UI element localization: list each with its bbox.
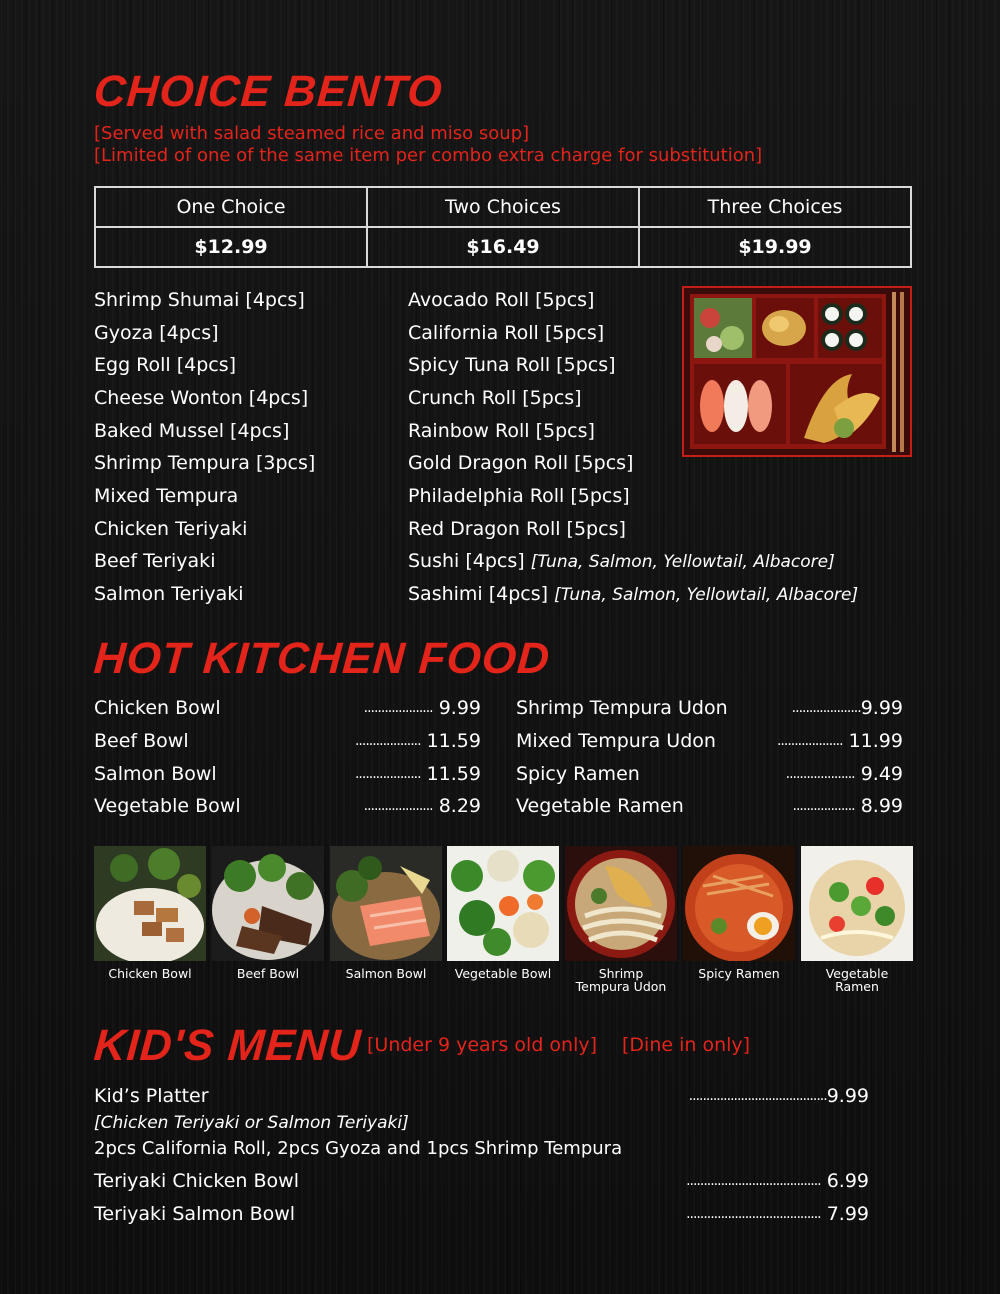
- bento-roll-item: [408, 321, 604, 345]
- photo-caption: Vegetable Bowl: [454, 966, 552, 981]
- bento-item: Shrimp Shumai [4pcs]: [94, 289, 305, 311]
- kids-note-age: [Under 9 years old only]: [367, 1034, 598, 1056]
- bento-item: Mixed Tempura: [94, 485, 239, 507]
- kids-platter-option: [Chicken Teriyaki or Salmon Teriyaki]: [94, 1113, 409, 1133]
- bento-item: Beef Teriyaki: [94, 550, 216, 572]
- bento-roll-item: [408, 353, 616, 377]
- hot-item-price: .................. 8.99: [792, 795, 903, 817]
- kids-item-name: Teriyaki Salmon Bowl: [94, 1203, 296, 1225]
- bento-item: Chicken Teriyaki: [94, 518, 248, 540]
- hot-item-name: Vegetable Bowl: [94, 795, 241, 817]
- hot-item-price: ................... 11.59: [354, 763, 481, 785]
- bento-roll-item: [408, 288, 594, 312]
- bento-roll-name: Sashimi [4pcs]: [408, 583, 549, 605]
- price-table-header-row: [95, 187, 911, 227]
- price-three-choices: $19.99: [639, 227, 911, 267]
- section-title-hot-kitchen-food: HOT KITCHEN FOOD: [92, 634, 552, 683]
- price-two-choices: $16.49: [367, 227, 639, 267]
- kids-note-dine-in: [Dine in only]: [622, 1034, 751, 1056]
- bento-roll-item: [408, 517, 626, 541]
- shrimp-tempura-udon-photo: [565, 846, 677, 961]
- salmon-bowl-photo: [330, 846, 442, 961]
- hot-item-name: Salmon Bowl: [94, 763, 217, 785]
- vegetable-bowl-illustration: [447, 846, 559, 961]
- bento-roll-name: Crunch Roll [5pcs]: [408, 387, 582, 409]
- bento-roll-name: Red Dragon Roll [5pcs]: [408, 518, 626, 540]
- hot-item-price: ................... 11.99: [776, 730, 903, 752]
- kids-item-name: Teriyaki Chicken Bowl: [94, 1170, 299, 1192]
- hot-item-price: .................... 9.49: [785, 763, 903, 785]
- bento-box-illustration: [684, 288, 910, 455]
- hot-item-price: ....................9.99: [791, 697, 903, 719]
- bento-box-photo: [682, 286, 912, 457]
- hot-item-price: .................... 9.99: [363, 697, 481, 719]
- header-one-choice: One Choice: [95, 187, 367, 227]
- photo-caption: Salmon Bowl: [345, 966, 427, 981]
- chicken-bowl-illustration: [94, 846, 206, 961]
- beef-bowl-illustration: [212, 846, 324, 961]
- hot-item-price: .................... 8.29: [363, 795, 481, 817]
- bento-roll-detail: [Tuna, Salmon, Yellowtail, Albacore]: [554, 585, 859, 605]
- bento-roll-item: [408, 451, 633, 475]
- beef-bowl-photo: [212, 846, 324, 961]
- bento-roll-item: [408, 419, 595, 443]
- vegetable-ramen-illustration: [801, 846, 913, 961]
- shrimp-tempura-udon-illustration: [565, 846, 677, 961]
- photo-caption: Beef Bowl: [236, 966, 300, 981]
- kids-platter-price: ........................................9.99: [688, 1085, 869, 1107]
- bento-roll-item: [408, 582, 858, 607]
- bento-roll-name: Rainbow Roll [5pcs]: [408, 420, 595, 442]
- photo-caption: Vegetable Ramen: [825, 966, 889, 994]
- vegetable-bowl-photo: [447, 846, 559, 961]
- bento-note-limited: [Limited of one of the same item per combo extra charge for substitution]: [94, 145, 763, 166]
- hot-item-name: Mixed Tempura Udon: [516, 730, 716, 752]
- header-two-choices: Two Choices: [367, 187, 639, 227]
- bento-item: Shrimp Tempura [3pcs]: [94, 452, 316, 474]
- photo-caption: Chicken Bowl: [108, 966, 192, 981]
- hot-item-name: Vegetable Ramen: [516, 795, 684, 817]
- bento-roll-name: Gold Dragon Roll [5pcs]: [408, 452, 634, 474]
- photo-caption: Shrimp Tempura Udon: [575, 966, 667, 994]
- bento-roll-name: Spicy Tuna Roll [5pcs]: [408, 354, 616, 376]
- bento-item: Cheese Wonton [4pcs]: [94, 387, 309, 409]
- bento-roll-item: [408, 484, 630, 508]
- bento-item: Gyoza [4pcs]: [94, 322, 219, 344]
- hot-item-name: Beef Bowl: [94, 730, 189, 752]
- bento-roll-name: Avocado Roll [5pcs]: [408, 289, 595, 311]
- price-one-choice: $12.99: [95, 227, 367, 267]
- bento-item: Baked Mussel [4pcs]: [94, 420, 290, 442]
- price-table-price-row: [95, 227, 911, 267]
- salmon-bowl-illustration: [330, 846, 442, 961]
- bento-price-table: [94, 186, 912, 268]
- chicken-bowl-photo: [94, 846, 206, 961]
- spicy-ramen-photo: [683, 846, 795, 961]
- bento-item: Egg Roll [4pcs]: [94, 354, 237, 376]
- bento-item: Salmon Teriyaki: [94, 583, 244, 605]
- bento-roll-item: [408, 549, 835, 574]
- hot-item-name: Shrimp Tempura Udon: [516, 697, 728, 719]
- bento-roll-detail: [Tuna, Salmon, Yellowtail, Albacore]: [530, 552, 835, 572]
- bento-roll-item: [408, 386, 582, 410]
- spicy-ramen-illustration: [683, 846, 795, 961]
- hot-item-name: Spicy Ramen: [516, 763, 640, 785]
- section-title-choice-bento: CHOICE BENTO: [92, 67, 445, 116]
- bento-roll-name: Sushi [4pcs]: [408, 550, 525, 572]
- header-three-choices: Three Choices: [639, 187, 911, 227]
- hot-item-name: Chicken Bowl: [94, 697, 221, 719]
- bento-note-served: [Served with salad steamed rice and miso soup]: [94, 123, 530, 144]
- kids-platter-name: Kid’s Platter: [94, 1085, 209, 1107]
- section-title-kids-menu: KID'S MENU: [92, 1021, 364, 1070]
- kids-item-price: ....................................... 6.99: [686, 1170, 869, 1192]
- kids-platter-includes: 2pcs California Roll, 2pcs Gyoza and 1pcs Shrimp Tempura: [94, 1138, 623, 1159]
- bento-roll-name: California Roll [5pcs]: [408, 322, 605, 344]
- vegetable-ramen-photo: [801, 846, 913, 961]
- hot-item-price: ................... 11.59: [354, 730, 481, 752]
- bento-roll-name: Philadelphia Roll [5pcs]: [408, 485, 630, 507]
- kids-item-price: ....................................... 7.99: [686, 1203, 869, 1225]
- photo-caption: Spicy Ramen: [698, 966, 780, 981]
